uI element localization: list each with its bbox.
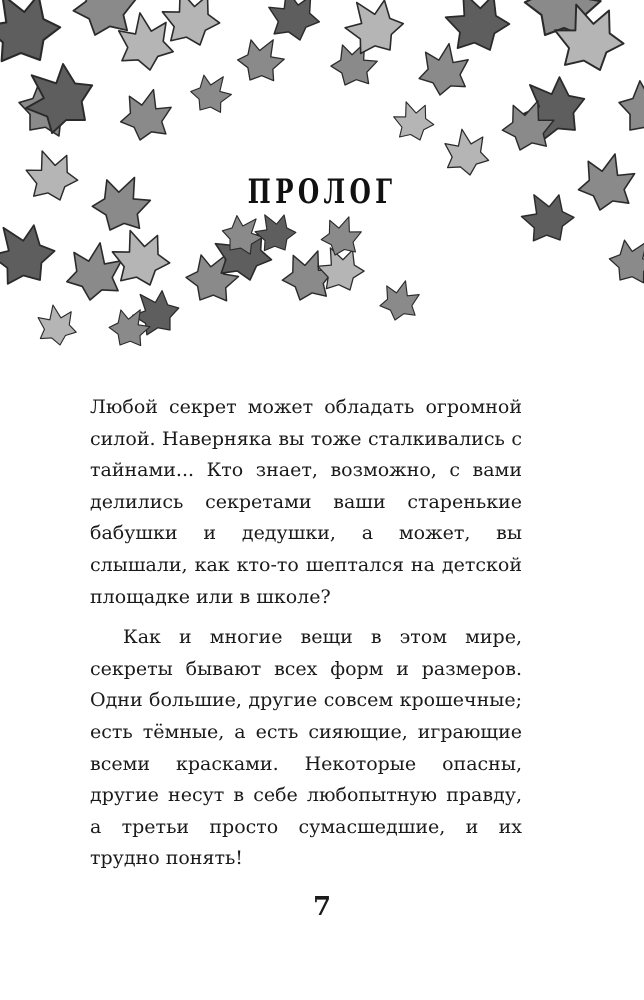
ivy-leaf: [0, 0, 69, 77]
ivy-leaf: [264, 0, 323, 46]
ivy-leaf: [610, 69, 644, 147]
ivy-leaf: [441, 126, 490, 179]
ivy-leaf: [64, 238, 125, 304]
ivy-leaf: [377, 276, 423, 325]
ivy-leaf: [575, 147, 640, 216]
ivy-leaf: [35, 302, 78, 348]
ivy-leaf: [106, 222, 175, 294]
paragraph-2: Как и многие вещи в этом мире, секреты бывают всех форм и размеров. Одни большие, другие совсем крошечные; есть тёмные, а есть сияющие, играющие всеми красками. Некоторые опасны, другие несут в себе любопытную правду, а третьи просто сумасшедшие, и их трудно понять!: [90, 626, 522, 870]
ivy-leaf: [185, 66, 238, 120]
ivy-leaf: [232, 29, 291, 90]
body-text: [90, 392, 522, 875]
ivy-leaf: [20, 143, 82, 208]
chapter-title: ПРОЛОГ: [247, 172, 397, 212]
ivy-leaf: [0, 211, 63, 296]
ivy-leaf: [603, 230, 644, 292]
ivy-leaf: [117, 84, 176, 147]
page-number: 7: [312, 892, 332, 922]
ivy-leaf: [318, 211, 366, 262]
ivy-leaf: [389, 96, 437, 147]
ivy-leaf: [417, 40, 472, 100]
paragraph-1: Любой секрет может обладать огромной силой. Наверняка вы тоже сталкивались с тайнами... Кто знает, возможно, с вами делились секретами ваши старенькие бабушки и дедушки, а может, вы слышали, как кто-то шептался на детской площадке или в школе?: [90, 396, 522, 608]
